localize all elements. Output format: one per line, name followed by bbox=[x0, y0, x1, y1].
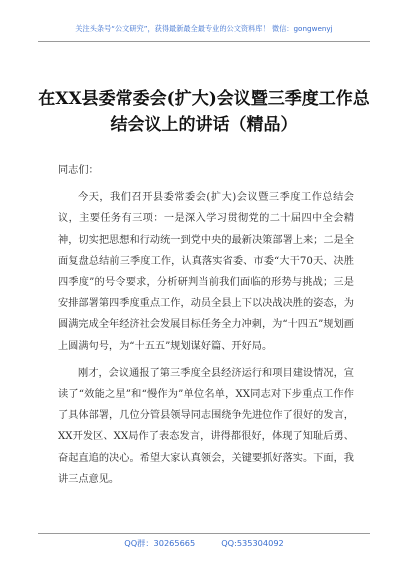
header-divider bbox=[38, 41, 370, 42]
body-paragraph: 今天，我们召开县委常委会(扩大)会议暨三季度工作总结会议，主要任务有三项：一是深入学习贯彻党的二十届四中全会精神，切实把思想和行动统一到党中央的最新决策部署上来；二是全面复盘总结前三季度工作，认真落实省委、市委“大干70天、决胜四季度”的号令要求，分析研判当前我们面临的形势与挑战；三是安排部署第四季度重点工作，动员全县上下以决战决胜的姿态，为圆满完成全年经济社会发展目标任务全力冲刺，为“十四五”规划画上圆满句号，为“十五五”规划谋好篇、开好局。 bbox=[58, 192, 354, 352]
footer bbox=[0, 538, 408, 549]
document-body bbox=[58, 160, 354, 496]
body-paragraph: 刚才，会议通报了第三季度全县经济运行和项目建设情况，宣读了“效能之星”和“慢作为”单位名单，XX同志对下步重点工作作了具体部署，几位分管县领导同志围绕争先进位作了很好的发言，XX开发区、XX局作了表态发言，讲得都很好，体现了知耻后勇、奋起直追的决心。希望大家认真领会，关键要抓好落实。下面，我讲三点意见。 bbox=[58, 367, 354, 485]
footer-divider bbox=[38, 533, 370, 534]
footer-qq-contact: QQ:535304092 bbox=[221, 538, 284, 548]
document-title: 在XX县委常委会(扩大)会议暨三季度工作总结会议上的讲话（精品） bbox=[38, 89, 370, 135]
header-banner: 关注头条号“公文研究”，获得最新最全最专业的公文资料库！ 微信：gongwenyj bbox=[75, 24, 333, 33]
salutation: 同志们： bbox=[58, 165, 99, 176]
footer-qq-group: QQ群：30265665 bbox=[124, 538, 196, 548]
